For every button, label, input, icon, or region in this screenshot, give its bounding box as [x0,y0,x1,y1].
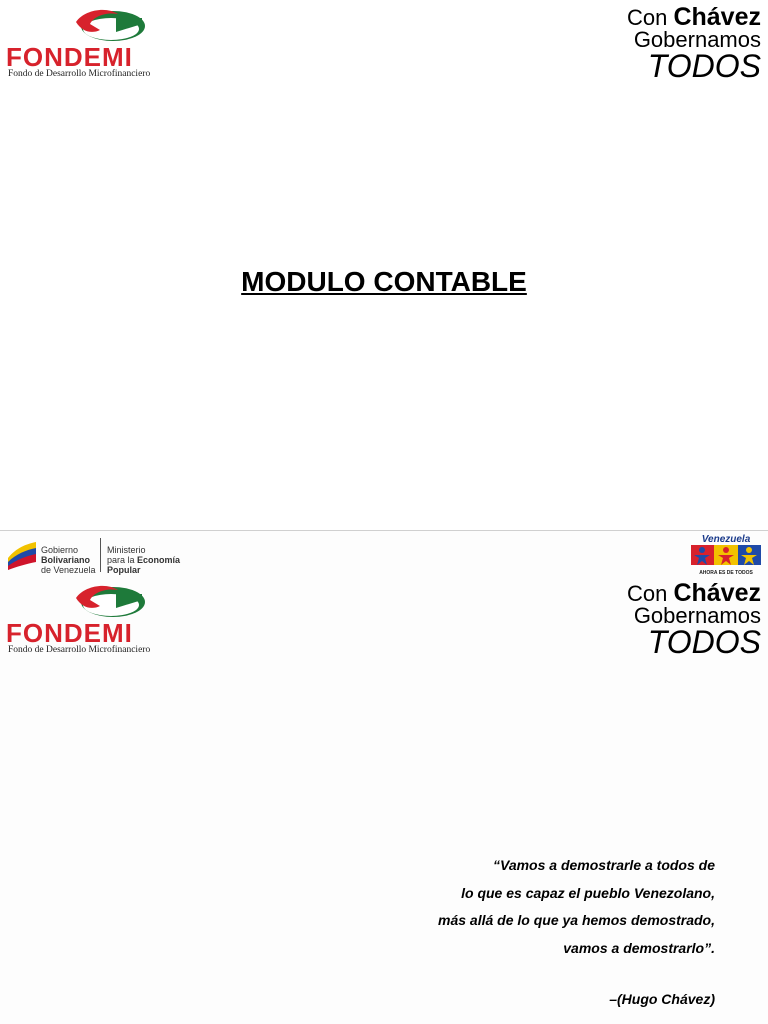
quote-author: –(Hugo Chávez) [609,991,715,1007]
quote-block [315,852,715,962]
fondemi-wordmark: FONDEMI [6,42,133,68]
slogan-con: Con [626,581,668,606]
page-title: MODULO CONTABLE [241,266,527,297]
slogan-line3: TODOS [647,624,761,660]
venezuela-badge-title: Venezuela [701,534,751,545]
quote-line: “Vamos a demostrarle a todos de [493,857,715,873]
slogan-line2: Gobernamos [633,27,761,52]
gov-separator [100,538,101,572]
venezuela-badge-subtitle: AHORA ES DE TODOS [699,570,753,576]
fondemi-swoosh-icon [6,6,166,68]
fondemi-logo-2 [6,582,166,662]
ministry-line1: Ministerio [107,545,146,555]
venezuela-badge [691,534,761,576]
fondemi-tagline: Fondo de Desarrollo Microfinanciero [8,69,151,79]
fondemi-swoosh-icon [6,582,166,644]
slogan-block-2 [591,579,761,662]
ministry-line2b: Economía [137,555,181,565]
fondemi-wordmark: FONDEMI [6,618,133,644]
ministry-line3: Popular [107,565,141,575]
slogan-line2: Gobernamos [633,603,761,628]
fondemi-tagline: Fondo de Desarrollo Microfinanciero [8,645,151,655]
ministry-line2a: para la [107,555,135,565]
slogan-name: Chávez [673,579,761,607]
slogan-name: Chávez [673,3,761,31]
quote-line: más allá de lo que ya hemos demostrado, [438,912,715,928]
gov-line3: de Venezuela [41,565,96,575]
quote-line: vamos a demostrarlo”. [563,939,715,956]
fondemi-logo [6,6,166,86]
slogan-block [591,3,761,86]
gov-line2: Bolivariano [41,555,91,565]
people-icon [691,545,761,565]
government-logo [6,536,206,576]
quote-line: lo que es capaz el pueblo Venezolano, [461,884,715,901]
gov-line1: Gobierno [41,545,79,555]
slogan-line3: TODOS [647,48,761,84]
venezuela-flag-icon [6,540,38,570]
slogan-con: Con [626,5,668,30]
